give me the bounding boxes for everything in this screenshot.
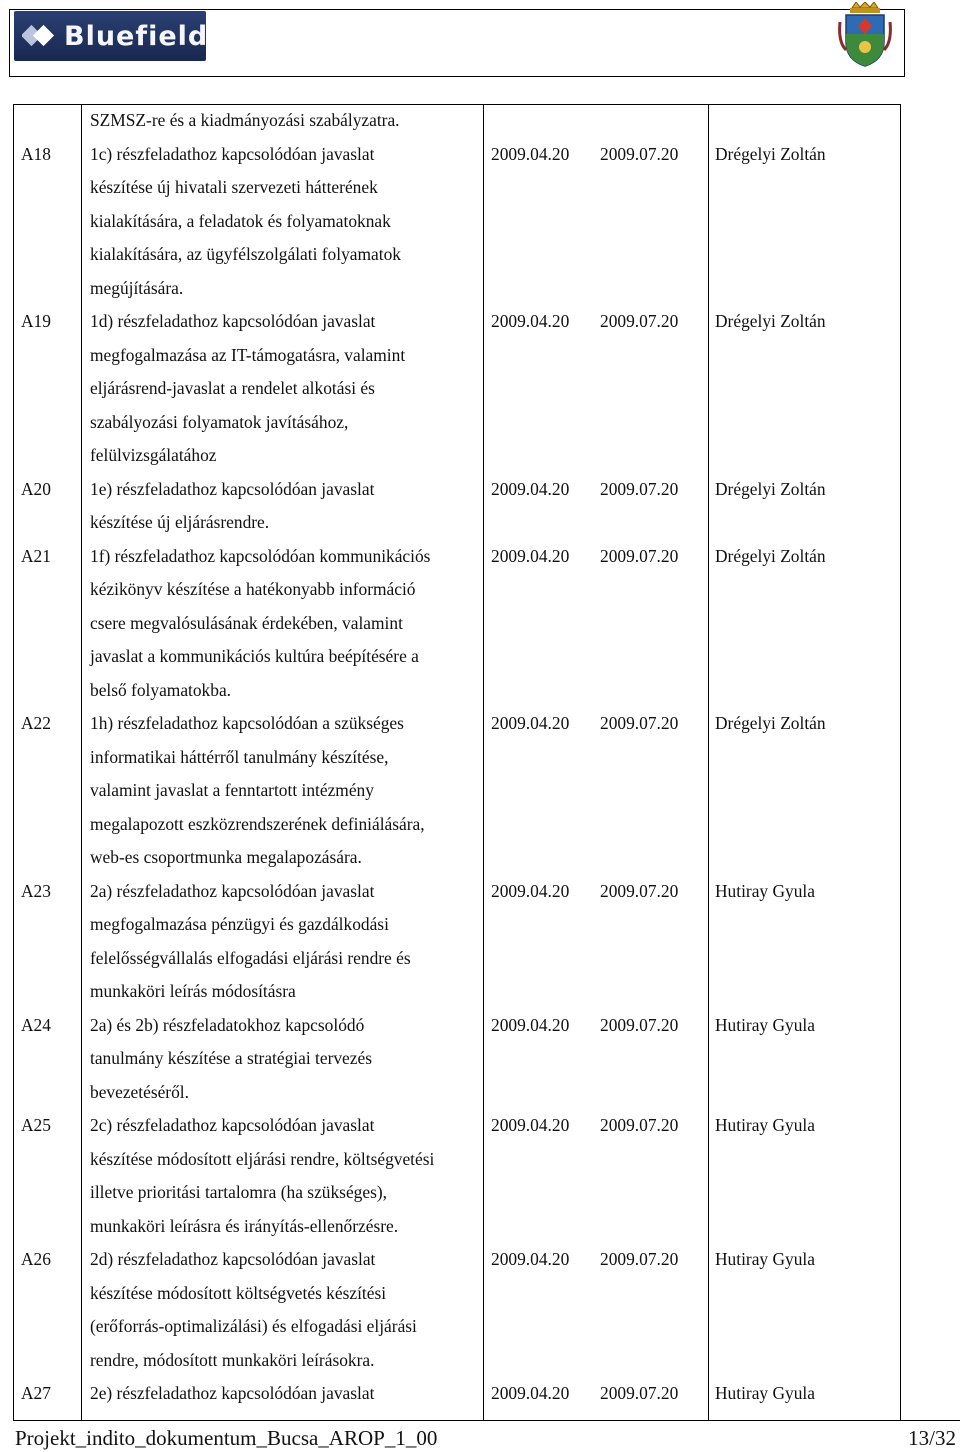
description-line: (erőforrás-optimalizálási) és elfogadási eljárási [90, 1316, 417, 1336]
start-date: 2009.04.20 [491, 545, 570, 566]
activity-description [90, 1109, 434, 1243]
activity-description [90, 1377, 374, 1411]
activity-description [90, 707, 425, 875]
description-line: megújítására. [90, 277, 184, 298]
description-line: szabályozási folyamatok javításához, [90, 411, 349, 432]
description-line: 1c) részfeladathoz kapcsolódóan javaslat [90, 143, 375, 164]
start-date: 2009.04.20 [491, 478, 570, 499]
end-date: 2009.07.20 [600, 1249, 679, 1269]
responsible-person: Drégelyi Zoltán [715, 143, 826, 164]
start-date: 2009.04.20 [491, 311, 570, 331]
activity-id: A19 [21, 311, 51, 331]
start-date: 2009.04.20 [491, 1383, 570, 1403]
description-line: kialakítására, a feladatok és folyamatoknak [90, 210, 391, 231]
activity-id: A24 [21, 1014, 51, 1035]
activity-id: A23 [21, 880, 51, 901]
bluefield-logo [14, 11, 209, 61]
table-border-right [900, 104, 901, 1421]
continuation-text: SZMSZ-re és a kiadmányozási szabályzatra. [90, 110, 400, 130]
description-line: 2e) részfeladathoz kapcsolódóan javaslat [90, 1383, 375, 1403]
footer-divider [13, 1420, 960, 1421]
activity-id: A21 [21, 545, 51, 566]
description-line: munkaköri leírásra és irányítás-ellenőrzésre. [90, 1215, 399, 1236]
start-date: 2009.04.20 [491, 880, 570, 901]
description-line: megalapozott eszközrendszerének definiálására, [90, 813, 425, 834]
responsible-person: Drégelyi Zoltán [715, 545, 826, 566]
description-line: 2c) részfeladathoz kapcsolódóan javaslat [90, 1115, 375, 1135]
end-date: 2009.07.20 [600, 1383, 679, 1403]
description-line: csere megvalósulásának érdekében, valamint [90, 612, 403, 633]
activity-description [90, 1009, 372, 1110]
activity-description [90, 540, 430, 708]
end-date: 2009.07.20 [600, 311, 679, 331]
logo-text: Bluefield [64, 20, 209, 52]
description-line: készítése módosított eljárási rendre, költségvetési [90, 1148, 435, 1169]
activity-description [90, 875, 411, 1009]
activity-description [90, 473, 374, 540]
description-line: készítése új hivatali szervezeti hátterének [90, 177, 378, 197]
responsible-person: Drégelyi Zoltán [715, 311, 826, 331]
end-date: 2009.07.20 [600, 478, 679, 499]
description-line: készítése módosított költségvetés készítési [90, 1282, 387, 1303]
description-line: informatikai háttérről tanulmány készítése, [90, 746, 389, 767]
start-date: 2009.04.20 [491, 1249, 570, 1269]
footer-page-number: 13/32 [908, 1426, 956, 1450]
description-line: 2a) és 2b) részfeladatokhoz kapcsolódó [90, 1014, 365, 1035]
description-line: 2a) részfeladathoz kapcsolódóan javaslat [90, 880, 375, 901]
description-line: kézikönyv készítése a hatékonyabb információ [90, 579, 416, 599]
responsible-person: Hutiray Gyula [715, 1249, 815, 1269]
activity-description [90, 138, 401, 306]
description-line: munkaköri leírás módosításra [90, 981, 296, 1001]
start-date: 2009.04.20 [491, 1115, 570, 1135]
activity-id: A20 [21, 478, 51, 499]
table-border-left [13, 104, 14, 1421]
description-line: felelősségvállalás elfogadási eljárási rendre és [90, 947, 411, 968]
description-line: 2d) részfeladathoz kapcsolódóan javaslat [90, 1249, 376, 1269]
description-line: 1d) részfeladathoz kapcsolódóan javaslat [90, 311, 376, 331]
description-line: illetve prioritási tartalomra (ha szükséges), [90, 1182, 387, 1202]
end-date: 2009.07.20 [600, 1014, 679, 1035]
start-date: 2009.04.20 [491, 713, 570, 733]
column-divider [483, 104, 484, 1421]
description-line: valamint javaslat a fenntartott intézmény [90, 780, 374, 800]
responsible-person: Drégelyi Zoltán [715, 713, 826, 733]
schedule-table [13, 104, 901, 1421]
description-line: készítése új eljárásrendre. [90, 512, 270, 532]
start-date: 2009.04.20 [491, 143, 570, 164]
description-line: 1h) részfeladathoz kapcsolódóan a szükséges [90, 713, 404, 733]
responsible-person: Hutiray Gyula [715, 1014, 815, 1035]
responsible-person: Hutiray Gyula [715, 1383, 815, 1403]
activity-id: A25 [21, 1115, 51, 1135]
footer-document-name: Projekt_indito_dokumentum_Bucsa_AROP_1_00 [15, 1426, 438, 1450]
activity-id: A18 [21, 143, 51, 164]
column-divider [81, 104, 82, 1421]
description-line: belső folyamatokba. [90, 679, 232, 700]
start-date: 2009.04.20 [491, 1014, 570, 1035]
activity-id: A22 [21, 713, 51, 733]
responsible-person: Hutiray Gyula [715, 1115, 815, 1135]
activity-description [90, 305, 405, 473]
activity-id: A27 [21, 1383, 51, 1403]
responsible-person: Hutiray Gyula [715, 880, 815, 901]
bluefield-logo-icon [22, 19, 56, 53]
description-line: 1e) részfeladathoz kapcsolódóan javaslat [90, 478, 375, 499]
end-date: 2009.07.20 [600, 545, 679, 566]
description-line: tanulmány készítése a stratégiai tervezés [90, 1048, 372, 1068]
end-date: 2009.07.20 [600, 1115, 679, 1135]
description-line: eljárásrend-javaslat a rendelet alkotási és [90, 378, 375, 398]
description-line: 1f) részfeladathoz kapcsolódóan kommunikációs [90, 545, 431, 566]
description-line: javaslat a kommunikációs kultúra beépítésére a [90, 646, 419, 666]
description-line: megfogalmazása az IT-támogatásra, valamint [90, 344, 406, 365]
description-line: felülvizsgálatához [90, 445, 217, 465]
end-date: 2009.07.20 [600, 143, 679, 164]
coat-of-arms-icon [838, 2, 892, 68]
description-line: bevezetéséről. [90, 1081, 189, 1102]
end-date: 2009.07.20 [600, 880, 679, 901]
responsible-person: Drégelyi Zoltán [715, 478, 826, 499]
description-line: rendre, módosított munkaköri leírásokra. [90, 1349, 375, 1370]
description-line: web-es csoportmunka megalapozására. [90, 847, 362, 867]
description-line: kialakítására, az ügyfélszolgálati folyamatok [90, 244, 401, 264]
activity-id: A26 [21, 1249, 51, 1269]
column-divider [708, 104, 709, 1421]
end-date: 2009.07.20 [600, 713, 679, 733]
description-line: megfogalmazása pénzügyi és gazdálkodási [90, 914, 389, 934]
activity-description [90, 1243, 417, 1377]
